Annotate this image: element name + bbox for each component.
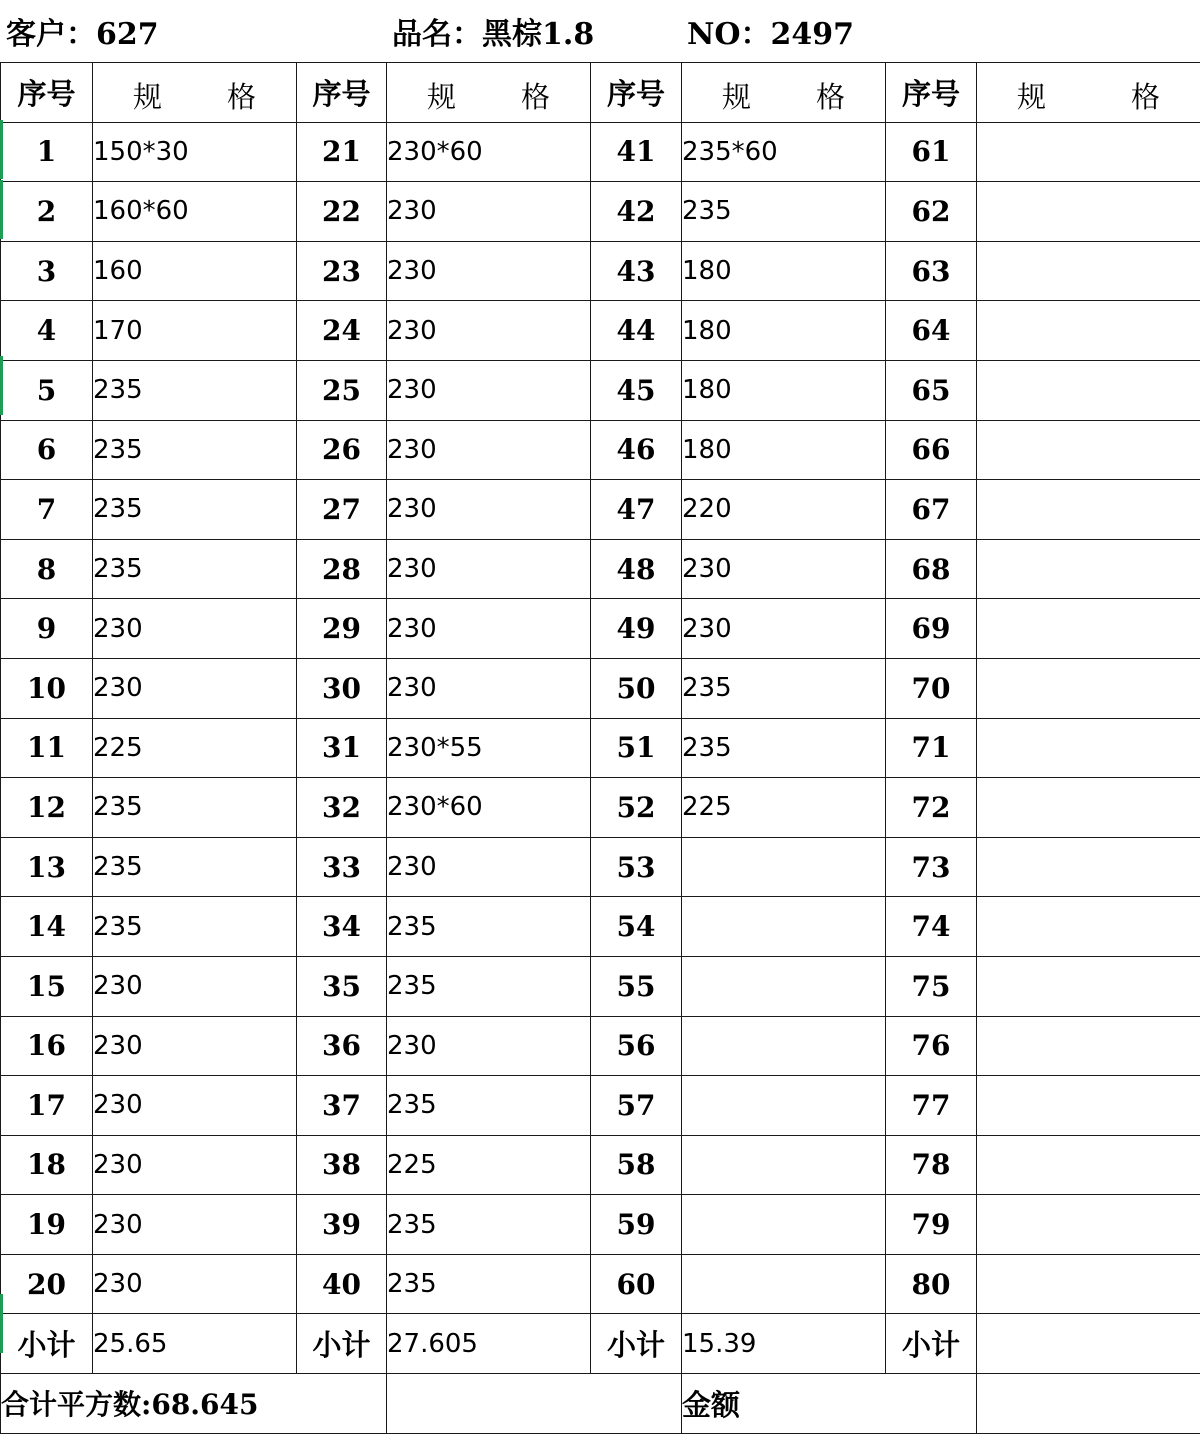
spec-cell[interactable] xyxy=(682,1135,886,1195)
row-index-cell[interactable]: 78 xyxy=(886,1135,977,1195)
row-index-cell[interactable]: 67 xyxy=(886,480,977,540)
subtotal-label[interactable]: 小计 xyxy=(886,1314,977,1374)
spec-cell[interactable] xyxy=(977,301,1200,361)
spec-label-part: 格 xyxy=(1131,75,1160,116)
row-index-cell[interactable]: 72 xyxy=(886,778,977,838)
row-index-cell[interactable]: 46 xyxy=(591,420,682,480)
spec-cell[interactable]: 235 xyxy=(387,1195,591,1255)
table-row xyxy=(1,420,1200,480)
spec-cell[interactable]: 235 xyxy=(682,718,886,778)
spec-cell[interactable]: 235 xyxy=(93,539,297,599)
subtotal-value[interactable]: 27.605 xyxy=(387,1314,591,1374)
spec-cell[interactable]: 235 xyxy=(682,658,886,718)
spec-cell[interactable] xyxy=(977,241,1200,301)
spec-cell[interactable]: 235*60 xyxy=(682,122,886,182)
spec-cell[interactable] xyxy=(682,1016,886,1076)
row-index-cell[interactable]: 35 xyxy=(297,956,387,1016)
table-row xyxy=(1,897,1200,957)
amount-value-cell[interactable] xyxy=(977,1374,1200,1434)
row-index-cell[interactable]: 20 xyxy=(1,1254,93,1314)
spec-cell[interactable]: 230 xyxy=(387,241,591,301)
row-index-cell[interactable]: 66 xyxy=(886,420,977,480)
row-index-cell[interactable]: 57 xyxy=(591,1076,682,1136)
table-row xyxy=(1,122,1200,182)
spec-cell[interactable] xyxy=(682,956,886,1016)
row-index-cell[interactable]: 80 xyxy=(886,1254,977,1314)
row-index-cell[interactable]: 56 xyxy=(591,1016,682,1076)
table-row xyxy=(1,360,1200,420)
spec-cell[interactable]: 235 xyxy=(387,897,591,957)
row-index-cell[interactable]: 24 xyxy=(297,301,387,361)
row-index-cell[interactable]: 4 xyxy=(1,301,93,361)
row-index-cell[interactable]: 41 xyxy=(591,122,682,182)
row-index-cell[interactable]: 61 xyxy=(886,122,977,182)
spec-cell[interactable]: 180 xyxy=(682,360,886,420)
row-index-cell[interactable]: 49 xyxy=(591,599,682,659)
row-index-cell[interactable]: 37 xyxy=(297,1076,387,1136)
row-index-cell[interactable]: 6 xyxy=(1,420,93,480)
column-header-index[interactable]: 序号 xyxy=(886,63,977,123)
spec-cell[interactable]: 235 xyxy=(93,897,297,957)
row-index-cell[interactable]: 44 xyxy=(591,301,682,361)
spec-cell[interactable] xyxy=(682,1076,886,1136)
spec-cell[interactable]: 225 xyxy=(682,778,886,838)
spec-cell[interactable]: 230 xyxy=(93,1135,297,1195)
spec-label-part: 格 xyxy=(521,75,550,116)
customer-cell[interactable]: 客户：627 xyxy=(0,0,296,62)
row-index-cell[interactable]: 12 xyxy=(1,778,93,838)
row-index-cell[interactable]: 38 xyxy=(297,1135,387,1195)
row-index-cell[interactable]: 59 xyxy=(591,1195,682,1255)
empty-cell[interactable] xyxy=(387,1374,682,1434)
subtotal-row xyxy=(1,1314,1200,1374)
subtotal-value[interactable]: 15.39 xyxy=(682,1314,886,1374)
row-index-cell[interactable]: 31 xyxy=(297,718,387,778)
row-index-cell[interactable]: 40 xyxy=(297,1254,387,1314)
spec-cell[interactable] xyxy=(977,1016,1200,1076)
spec-cell[interactable]: 235 xyxy=(682,182,886,242)
row-index-cell[interactable]: 32 xyxy=(297,778,387,838)
spec-cell[interactable] xyxy=(682,1254,886,1314)
subtotal-label[interactable]: 小计 xyxy=(297,1314,387,1374)
spec-cell[interactable]: 230*60 xyxy=(387,122,591,182)
spec-cell[interactable]: 230 xyxy=(93,956,297,1016)
row-index-cell[interactable]: 33 xyxy=(297,837,387,897)
selection-edge-marker xyxy=(0,180,3,239)
table-row xyxy=(1,539,1200,599)
row-index-cell[interactable]: 55 xyxy=(591,956,682,1016)
row-index-cell[interactable]: 13 xyxy=(1,837,93,897)
table-row xyxy=(1,241,1200,301)
subtotal-label[interactable]: 小计 xyxy=(591,1314,682,1374)
spec-cell[interactable]: 230 xyxy=(387,658,591,718)
spec-table xyxy=(0,62,1200,1434)
spec-cell[interactable]: 225 xyxy=(93,718,297,778)
row-index-cell[interactable]: 17 xyxy=(1,1076,93,1136)
row-index-cell[interactable]: 63 xyxy=(886,241,977,301)
row-index-cell[interactable]: 73 xyxy=(886,837,977,897)
spec-cell[interactable]: 230 xyxy=(387,182,591,242)
spec-cell[interactable]: 225 xyxy=(387,1135,591,1195)
spec-cell[interactable] xyxy=(977,420,1200,480)
spec-cell[interactable]: 150*30 xyxy=(93,122,297,182)
spec-cell[interactable]: 230 xyxy=(387,539,591,599)
row-index-cell[interactable]: 36 xyxy=(297,1016,387,1076)
column-header-index[interactable]: 序号 xyxy=(591,63,682,123)
row-index-cell[interactable]: 77 xyxy=(886,1076,977,1136)
spec-cell[interactable]: 180 xyxy=(682,420,886,480)
row-index-cell[interactable]: 71 xyxy=(886,718,977,778)
column-header-index[interactable]: 序号 xyxy=(1,63,93,123)
product-name-cell[interactable]: 品名：黑棕1.8 xyxy=(386,0,681,62)
spec-cell[interactable]: 235 xyxy=(93,837,297,897)
row-index-cell[interactable]: 54 xyxy=(591,897,682,957)
column-header-spec[interactable] xyxy=(387,63,591,123)
row-index-cell[interactable]: 1 xyxy=(1,122,93,182)
selection-edge-marker xyxy=(0,120,3,179)
order-number-cell[interactable]: NO：2497 xyxy=(681,0,981,62)
row-index-cell[interactable]: 64 xyxy=(886,301,977,361)
spec-cell[interactable] xyxy=(682,1195,886,1255)
row-index-cell[interactable]: 74 xyxy=(886,897,977,957)
amount-label-cell[interactable]: 金额 xyxy=(682,1374,977,1434)
spec-cell[interactable] xyxy=(977,1076,1200,1136)
spec-cell[interactable]: 230 xyxy=(682,599,886,659)
spec-cell[interactable]: 230 xyxy=(387,301,591,361)
spec-cell[interactable] xyxy=(977,182,1200,242)
spec-cell[interactable]: 230 xyxy=(93,1076,297,1136)
spec-cell[interactable] xyxy=(977,122,1200,182)
subtotal-value[interactable] xyxy=(977,1314,1200,1374)
spec-cell[interactable] xyxy=(977,956,1200,1016)
row-index-cell[interactable]: 10 xyxy=(1,658,93,718)
row-index-cell[interactable]: 65 xyxy=(886,360,977,420)
spec-cell[interactable]: 230*55 xyxy=(387,718,591,778)
row-index-cell[interactable]: 18 xyxy=(1,1135,93,1195)
spec-cell[interactable] xyxy=(977,1254,1200,1314)
row-index-cell[interactable]: 26 xyxy=(297,420,387,480)
spec-cell[interactable] xyxy=(977,718,1200,778)
column-header-spec[interactable] xyxy=(682,63,886,123)
total-area-cell[interactable]: 合计平方数:68.645 xyxy=(1,1374,387,1434)
row-index-cell[interactable]: 9 xyxy=(1,599,93,659)
row-index-cell[interactable]: 14 xyxy=(1,897,93,957)
table-row xyxy=(1,837,1200,897)
row-index-cell[interactable]: 79 xyxy=(886,1195,977,1255)
selection-edge-marker xyxy=(0,356,3,415)
spec-cell[interactable]: 170 xyxy=(93,301,297,361)
spec-cell[interactable]: 230 xyxy=(387,1016,591,1076)
spec-label-part: 规 xyxy=(1017,75,1046,116)
row-index-cell[interactable]: 8 xyxy=(1,539,93,599)
table-row xyxy=(1,599,1200,659)
spec-cell[interactable]: 160 xyxy=(93,241,297,301)
spec-cell[interactable]: 230 xyxy=(387,599,591,659)
spec-cell[interactable] xyxy=(977,778,1200,838)
spec-cell[interactable]: 230 xyxy=(387,837,591,897)
table-row xyxy=(1,182,1200,242)
row-index-cell[interactable]: 70 xyxy=(886,658,977,718)
table-row xyxy=(1,658,1200,718)
row-index-cell[interactable]: 27 xyxy=(297,480,387,540)
row-index-cell[interactable]: 16 xyxy=(1,1016,93,1076)
table-row xyxy=(1,956,1200,1016)
spec-cell[interactable]: 230 xyxy=(387,480,591,540)
table-row xyxy=(1,1135,1200,1195)
spec-cell[interactable]: 235 xyxy=(387,956,591,1016)
row-index-cell[interactable]: 48 xyxy=(591,539,682,599)
row-index-cell[interactable]: 50 xyxy=(591,658,682,718)
row-index-cell[interactable]: 47 xyxy=(591,480,682,540)
subtotal-label[interactable]: 小计 xyxy=(1,1314,93,1374)
row-index-cell[interactable]: 51 xyxy=(591,718,682,778)
spec-cell[interactable] xyxy=(977,897,1200,957)
column-header-row xyxy=(1,63,1200,123)
spec-cell[interactable]: 220 xyxy=(682,480,886,540)
table-row xyxy=(1,1076,1200,1136)
row-index-cell[interactable]: 11 xyxy=(1,718,93,778)
row-index-cell[interactable]: 58 xyxy=(591,1135,682,1195)
spec-cell[interactable] xyxy=(682,897,886,957)
row-index-cell[interactable]: 42 xyxy=(591,182,682,242)
column-header-spec[interactable] xyxy=(93,63,297,123)
spec-cell[interactable] xyxy=(977,539,1200,599)
table-row xyxy=(1,1195,1200,1255)
row-index-cell[interactable]: 21 xyxy=(297,122,387,182)
spec-cell[interactable] xyxy=(977,658,1200,718)
row-index-cell[interactable]: 23 xyxy=(297,241,387,301)
table-row xyxy=(1,1016,1200,1076)
spec-cell[interactable]: 235 xyxy=(93,360,297,420)
spec-label-part: 规 xyxy=(427,75,456,116)
spec-cell[interactable]: 230 xyxy=(93,1016,297,1076)
spec-cell[interactable] xyxy=(977,599,1200,659)
spec-label-part: 格 xyxy=(227,75,256,116)
spec-cell[interactable]: 230 xyxy=(93,1254,297,1314)
spec-cell[interactable]: 230 xyxy=(93,1195,297,1255)
spec-cell[interactable]: 235 xyxy=(93,778,297,838)
row-index-cell[interactable]: 75 xyxy=(886,956,977,1016)
row-index-cell[interactable]: 30 xyxy=(297,658,387,718)
row-index-cell[interactable]: 53 xyxy=(591,837,682,897)
spec-label-part: 规 xyxy=(133,75,162,116)
table-row xyxy=(1,301,1200,361)
row-index-cell[interactable]: 76 xyxy=(886,1016,977,1076)
spec-cell[interactable]: 235 xyxy=(387,1254,591,1314)
spec-label-part: 格 xyxy=(816,75,845,116)
subtotal-value[interactable]: 25.65 xyxy=(93,1314,297,1374)
spec-cell[interactable] xyxy=(977,480,1200,540)
spec-cell[interactable]: 230 xyxy=(682,539,886,599)
spec-cell[interactable]: 230 xyxy=(387,360,591,420)
column-header-spec[interactable] xyxy=(977,63,1200,123)
spec-cell[interactable]: 235 xyxy=(93,420,297,480)
row-index-cell[interactable]: 28 xyxy=(297,539,387,599)
spec-cell[interactable] xyxy=(977,837,1200,897)
row-index-cell[interactable]: 7 xyxy=(1,480,93,540)
row-index-cell[interactable]: 22 xyxy=(297,182,387,242)
row-index-cell[interactable]: 25 xyxy=(297,360,387,420)
spec-cell[interactable] xyxy=(682,837,886,897)
row-index-cell[interactable]: 3 xyxy=(1,241,93,301)
row-index-cell[interactable]: 2 xyxy=(1,182,93,242)
row-index-cell[interactable]: 45 xyxy=(591,360,682,420)
row-index-cell[interactable]: 34 xyxy=(297,897,387,957)
row-index-cell[interactable]: 19 xyxy=(1,1195,93,1255)
row-index-cell[interactable]: 5 xyxy=(1,360,93,420)
spec-label-part: 规 xyxy=(722,75,751,116)
spec-cell[interactable]: 160*60 xyxy=(93,182,297,242)
table-body xyxy=(1,63,1200,1434)
row-index-cell[interactable]: 62 xyxy=(886,182,977,242)
row-index-cell[interactable]: 15 xyxy=(1,956,93,1016)
table-row xyxy=(1,778,1200,838)
table-row xyxy=(1,1254,1200,1314)
spec-cell[interactable]: 230 xyxy=(387,420,591,480)
row-index-cell[interactable]: 68 xyxy=(886,539,977,599)
spec-cell[interactable]: 180 xyxy=(682,241,886,301)
spec-cell[interactable]: 230 xyxy=(93,658,297,718)
spec-cell[interactable] xyxy=(977,1135,1200,1195)
row-index-cell[interactable]: 52 xyxy=(591,778,682,838)
table-row xyxy=(1,480,1200,540)
column-header-index[interactable]: 序号 xyxy=(297,63,387,123)
spec-cell[interactable]: 230 xyxy=(93,599,297,659)
row-index-cell[interactable]: 39 xyxy=(297,1195,387,1255)
spec-cell[interactable]: 235 xyxy=(93,480,297,540)
selection-edge-marker xyxy=(0,1294,3,1353)
spec-cell[interactable]: 180 xyxy=(682,301,886,361)
table-row xyxy=(1,718,1200,778)
spec-cell[interactable] xyxy=(977,1195,1200,1255)
row-index-cell[interactable]: 60 xyxy=(591,1254,682,1314)
total-row xyxy=(1,1374,1200,1434)
row-index-cell[interactable]: 29 xyxy=(297,599,387,659)
spec-cell[interactable] xyxy=(977,360,1200,420)
row-index-cell[interactable]: 69 xyxy=(886,599,977,659)
spec-cell[interactable]: 230*60 xyxy=(387,778,591,838)
spec-cell[interactable]: 235 xyxy=(387,1076,591,1136)
row-index-cell[interactable]: 43 xyxy=(591,241,682,301)
